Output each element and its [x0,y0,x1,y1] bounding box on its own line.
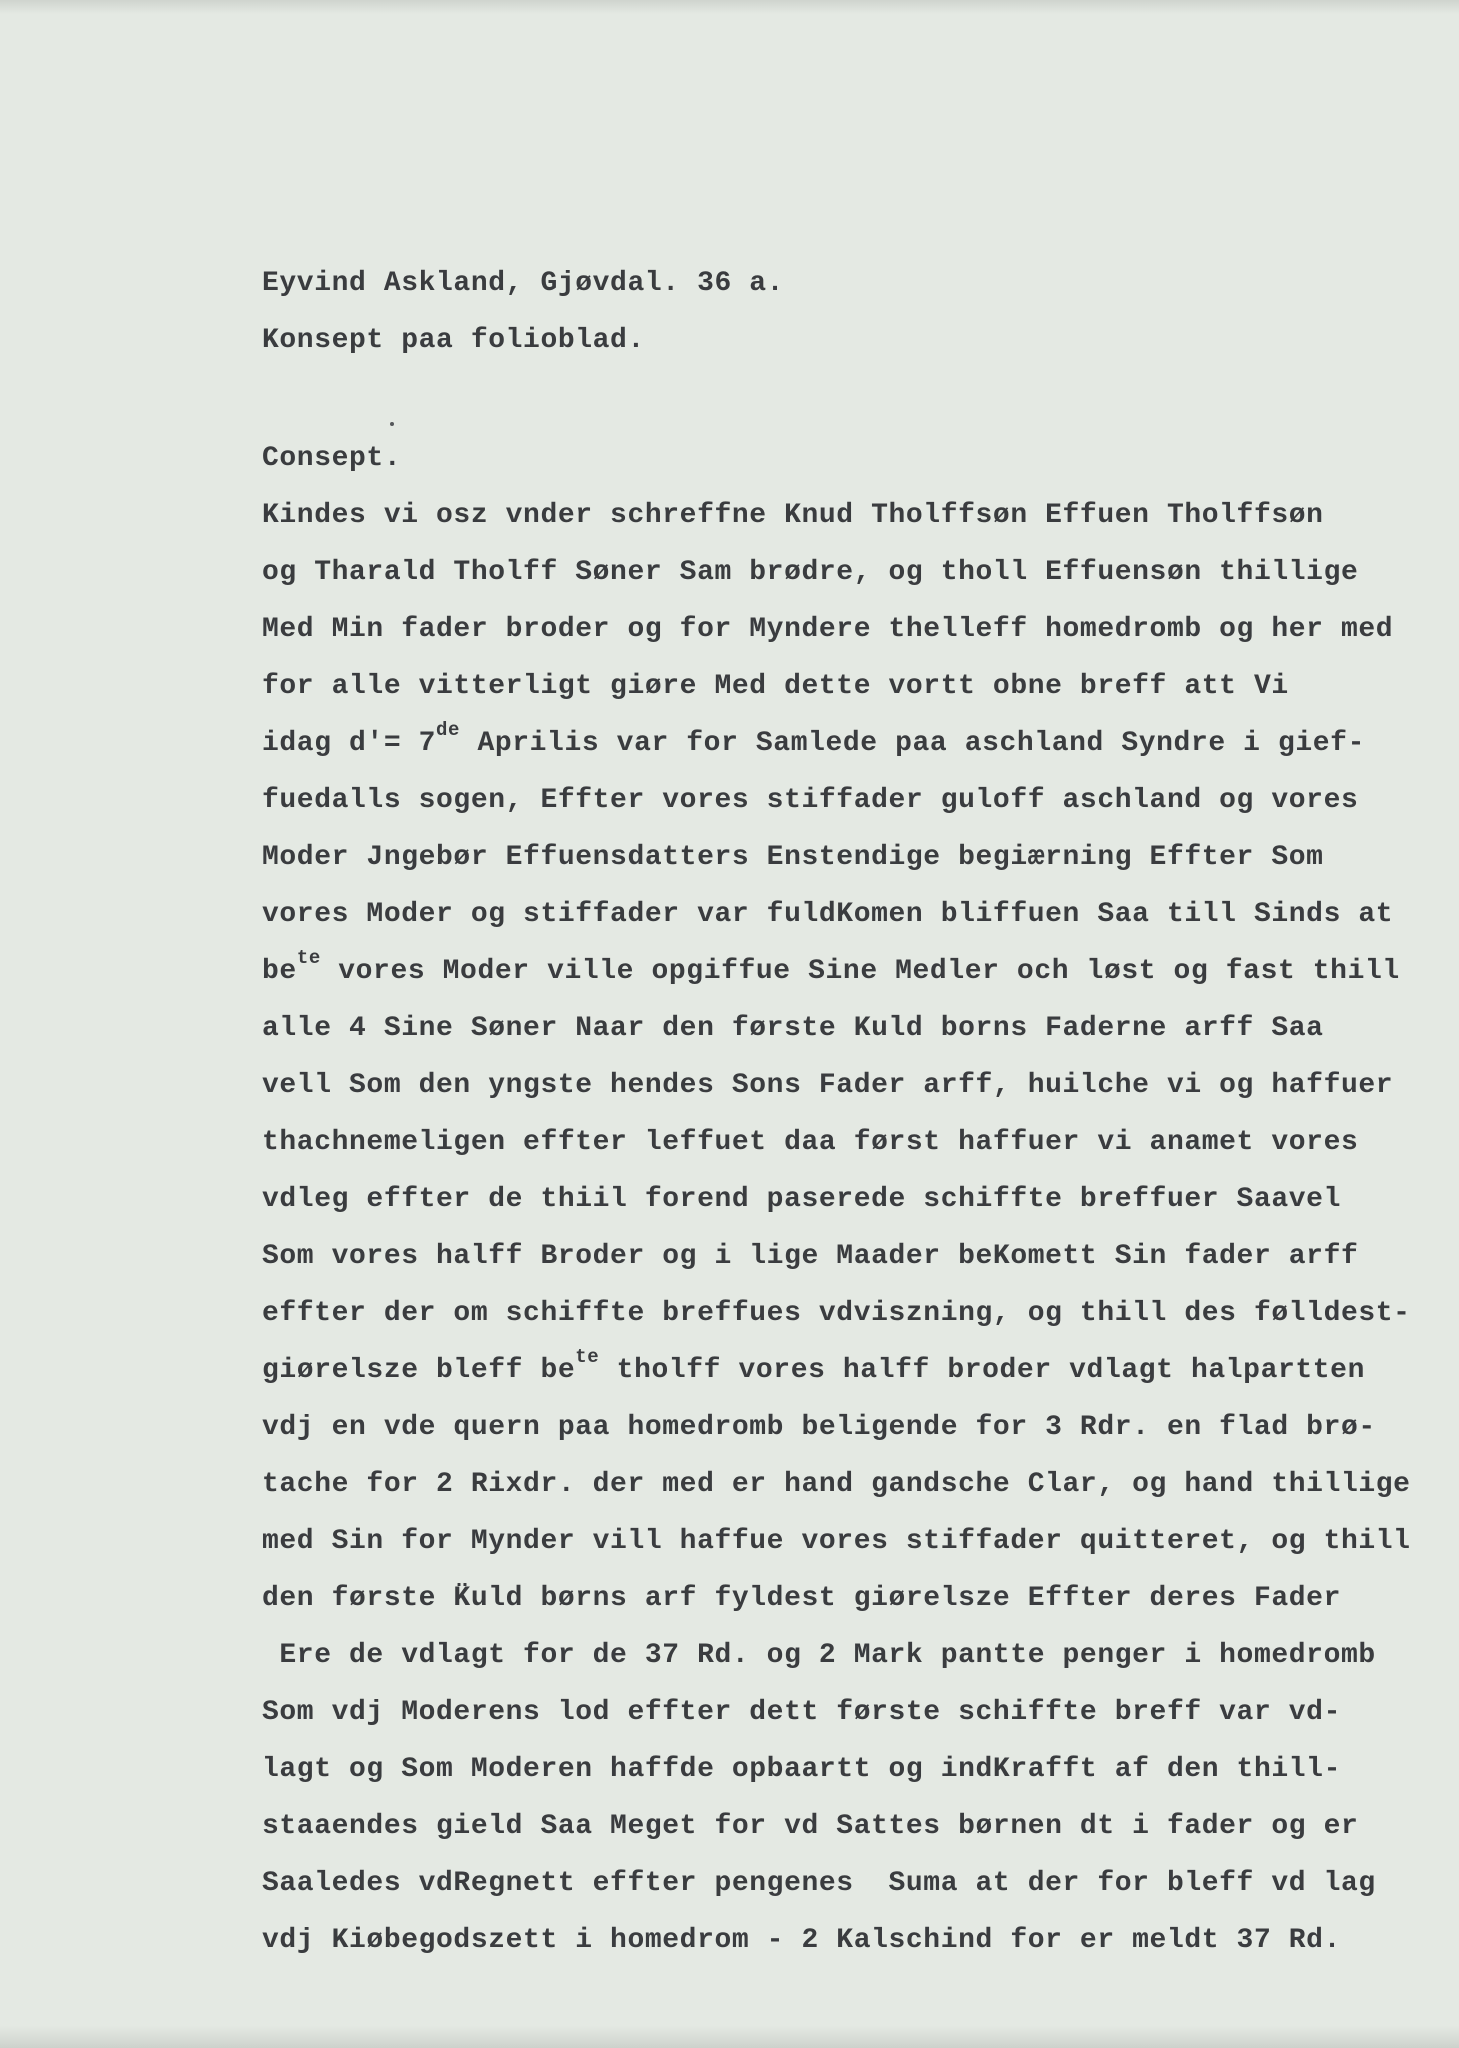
text-line: den første K̈uld børns arf fyldest giørelsze Effter deres Fader [262,1583,1341,1614]
text-line: vdj Kiøbegodszett i homedrom - 2 Kalschind for er meldt 37 Rd. [262,1925,1341,1956]
header-line-1: Eyvind Askland, Gjøvdal. 36 a. [262,268,785,299]
text-line: lagt og Som Moderen haffde opbaartt og indKrafft af den thill- [262,1754,1341,1785]
page-bottom-edge [0,2026,1459,2048]
text-line: Moder Jngebør Effuensdatters Enstendige begiærning Effter Som [262,842,1324,873]
superscript: te [575,1346,600,1368]
text-line: Som vores halff Broder og i lige Maader beKomett Sin fader arff [262,1241,1359,1272]
text-line: vores Moder og stiffader var fuldKomen bliffuen Saa till Sinds at [262,899,1394,930]
superscript: te [296,947,321,969]
superscript: de [436,719,461,741]
text-line: tache for 2 Rixdr. der med er hand gandsche Clar, og hand thillige [262,1469,1411,1500]
text-line: for alle vitterligt giøre Med dette vortt obne breff att Vi [262,671,1289,702]
text-line [262,1346,1365,1386]
ink-dot-mark [390,422,394,426]
text-line: med Sin for Mynder vill haffue vores stiffader quitteret, og thill [262,1526,1411,1557]
text-line: Som vdj Moderens lod effter dett første schiffte breff var vd- [262,1697,1341,1728]
text-line: Kindes vi osz vnder schreffne Knud Tholffsøn Effuen Tholffsøn [262,500,1324,531]
text-line: staaendes gield Saa Meget for vd Sattes børnen dt i fader og er [262,1811,1359,1842]
text-line: Ere de vdlagt for de 37 Rd. og 2 Mark pantte penger i homedromb [262,1640,1376,1671]
text-segment: idag d'= 7 [262,728,437,759]
text-line [262,719,1365,759]
text-segment: tholff vores halff broder vdlagt halpartten [599,1355,1365,1386]
text-line: vell Som den yngste hendes Sons Fader arff, huilche vi og haffuer [262,1070,1394,1101]
text-line: effter der om schiffte breffues vdviszning, og thill des følldest- [262,1298,1411,1329]
text-segment: Aprilis var for Samlede paa aschland Syndre i gief- [460,728,1365,759]
text-line: Med Min fader broder og for Myndere thelleff homedromb og her med [262,614,1394,645]
text-segment: giørelsze bleff be [262,1355,576,1386]
page-top-edge [0,0,1459,14]
header-line-2: Konsept paa folioblad. [262,325,645,356]
text-segment: be [262,956,297,987]
text-line: alle 4 Sine Søner Naar den første Kuld borns Faderne arff Saa [262,1013,1324,1044]
text-line: og Tharald Tholff Søner Sam brødre, og tholl Effuensøn thillige [262,557,1359,588]
text-line: Saaledes vdRegnett effter pengenes Suma at der for bleff vd lag [262,1868,1376,1899]
text-segment: vores Moder ville opgiffue Sine Medler och løst og fast thill [320,956,1400,987]
text-line: vdleg effter de thiil forend paserede schiffte breffuer Saavel [262,1184,1341,1215]
text-line: fuedalls sogen, Effter vores stiffader guloff aschland og vores [262,785,1359,816]
text-line [262,947,1400,987]
text-line: thachnemeligen effter leffuet daa først haffuer vi anamet vores [262,1127,1359,1158]
section-heading: Consept. [262,443,402,474]
text-line: vdj en vde quern paa homedromb beligende for 3 Rdr. en flad brø- [262,1412,1376,1443]
